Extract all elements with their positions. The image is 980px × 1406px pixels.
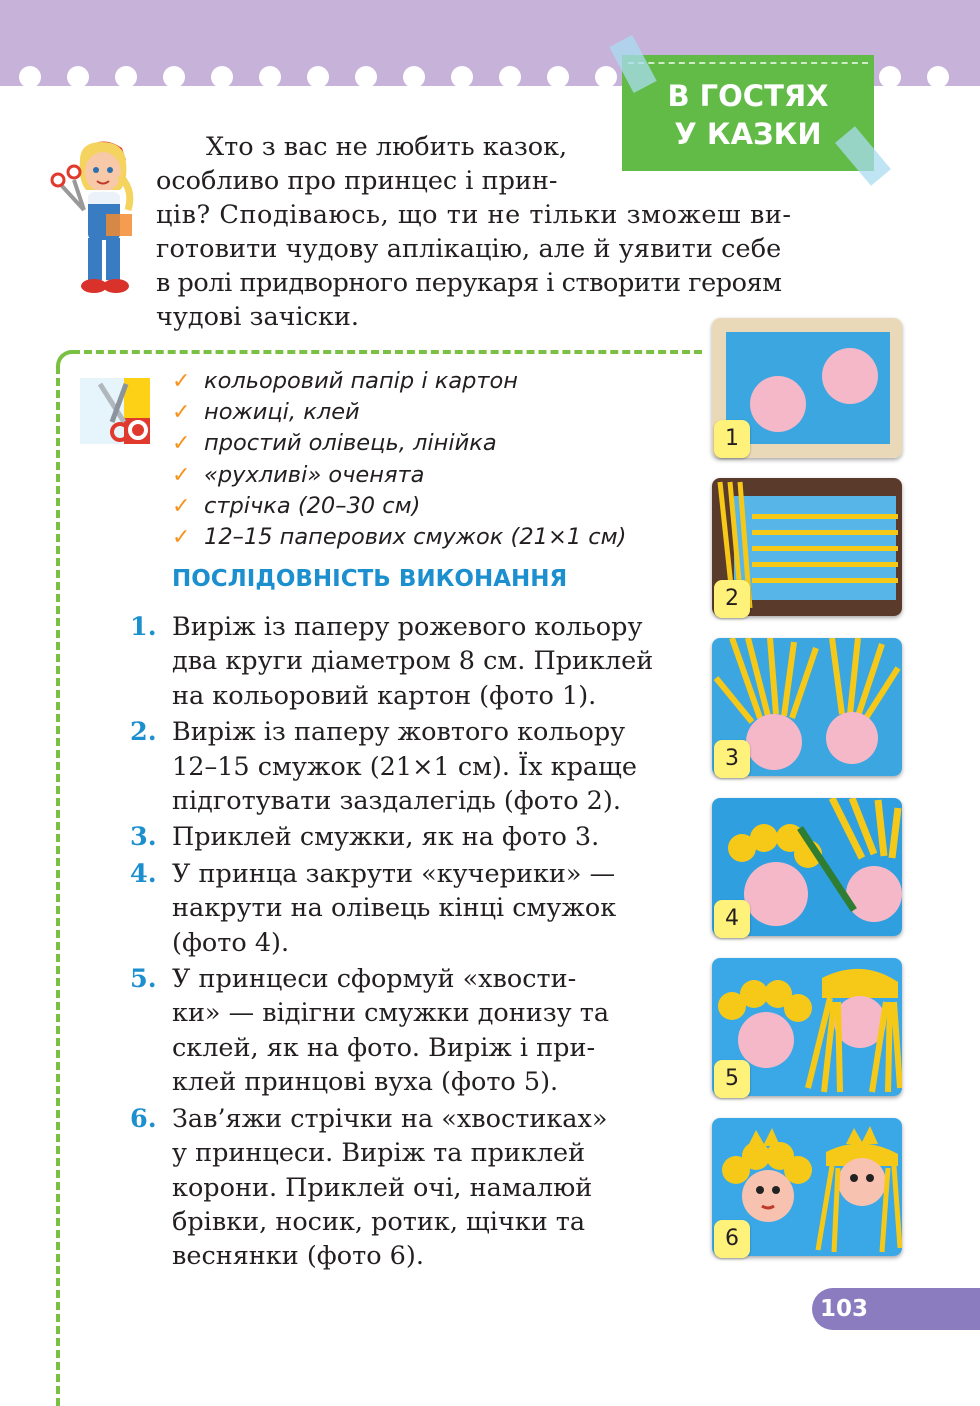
girl-with-scissors-illustration: [44, 130, 144, 296]
check-icon: ✓: [172, 525, 191, 551]
sequence-heading: ПОСЛІДОВНІСТЬ ВИКОНАННЯ: [172, 566, 568, 592]
step-text: [172, 610, 692, 713]
step-line: Приклей смужки, як на фото 3.: [172, 822, 600, 853]
step-line: У принца закрути «кучерики» —: [172, 858, 616, 889]
intro-line: в ролі придворного перукаря і створити героям: [156, 268, 782, 298]
section-title-line1: В ГОСТЯХ: [667, 79, 829, 113]
step-item: [130, 1102, 692, 1274]
check-icon: ✓: [172, 493, 191, 519]
materials-item: [172, 397, 626, 428]
materials-item-label: кольоровий папір і картон: [204, 368, 519, 394]
step-item: [130, 857, 692, 960]
step-number: 3.: [130, 822, 157, 853]
materials-list: [172, 366, 626, 553]
step-line: Виріж із паперу жовтого кольору: [172, 717, 626, 748]
step-number: 4.: [130, 858, 157, 889]
section-title-line2: У КАЗКИ: [674, 117, 822, 151]
frame-left-dashed: [56, 366, 60, 1406]
step-item: [130, 610, 692, 713]
photo-number-badge: 3: [714, 740, 750, 778]
step-text: [172, 1102, 692, 1274]
step-line: у принцеси. Виріж та приклей: [172, 1138, 586, 1169]
intro-paragraph: [156, 130, 874, 334]
frame-top-dashed: [72, 350, 702, 354]
step-text: [172, 962, 692, 1100]
step-line: накрути на олівець кінці смужок: [172, 893, 617, 924]
check-icon: ✓: [172, 462, 191, 488]
step-line: склей, як на фото. Виріж і при-: [172, 1032, 596, 1063]
step-text: [172, 715, 692, 818]
step-number: 6.: [130, 1103, 157, 1134]
materials-item: [172, 428, 626, 459]
step-line: веснянки (фото 6).: [172, 1241, 424, 1272]
step-item: [130, 715, 692, 818]
step-number: 1.: [130, 612, 157, 642]
step-line: Зав’яжи стрічки на «хвостиках»: [172, 1103, 608, 1134]
step-line: брівки, носик, ротик, щічки та: [172, 1206, 586, 1237]
intro-line: чудові зачіски.: [156, 302, 359, 332]
step-item: [130, 820, 692, 854]
intro-line: Хто з вас не любить казок,: [206, 132, 568, 162]
materials-scissors-icon: [80, 378, 154, 446]
step-line: підготувати заздалегідь (фото 2).: [172, 786, 621, 817]
materials-item-label: стрічка (20–30 см): [204, 492, 421, 519]
steps-list: [130, 610, 692, 1276]
step-line: клей принцові вуха (фото 5).: [172, 1067, 559, 1098]
materials-item: [172, 366, 626, 397]
photo-number-badge: 6: [714, 1220, 750, 1258]
photo-number-badge: 1: [714, 420, 750, 458]
title-dashed-line: [628, 62, 868, 64]
step-line: на кольоровий картон (фото 1).: [172, 680, 597, 711]
materials-item: [172, 460, 626, 491]
step-number: 5.: [130, 964, 157, 995]
materials-item-label: простий олівець, лінійка: [204, 430, 497, 457]
materials-item-label: «рухливі» оченята: [204, 461, 425, 488]
materials-item-label: 12–15 паперових смужок (21×1 см): [204, 524, 627, 551]
step-line: ки» — відігни смужки донизу та: [172, 998, 610, 1029]
check-icon: ✓: [172, 369, 191, 394]
step-line: Виріж із паперу рожевого кольору: [172, 612, 643, 642]
check-icon: ✓: [172, 431, 191, 457]
page-number: 103: [812, 1288, 980, 1330]
step-line: 12–15 смужок (21×1 см). Їх краще: [172, 751, 637, 782]
materials-item: [172, 491, 626, 522]
intro-line: особливо про принцес і прин-: [156, 166, 558, 196]
step-line: корони. Приклей очі, намалюй: [172, 1172, 593, 1203]
step-text: [172, 820, 692, 854]
photo-number-badge: 5: [714, 1060, 750, 1098]
step-line: У принцеси сформуй «хвости-: [172, 964, 577, 995]
step-item: [130, 962, 692, 1100]
check-icon: ✓: [172, 400, 191, 426]
step-text: [172, 857, 692, 960]
intro-line: готовити чудову аплікацію, але й уявити себе: [156, 234, 782, 264]
intro-line: ців? Сподіваюсь, що ти не тільки зможеш ви-: [156, 200, 792, 230]
step-number: 2.: [130, 717, 157, 748]
materials-item: [172, 522, 626, 553]
step-line: (фото 4).: [172, 927, 290, 958]
photo-number-badge: 4: [714, 900, 750, 938]
photo-number-badge: 2: [714, 580, 750, 618]
step-line: два круги діаметром 8 см. Приклей: [172, 646, 654, 677]
materials-item-label: ножиці, клей: [204, 399, 360, 426]
